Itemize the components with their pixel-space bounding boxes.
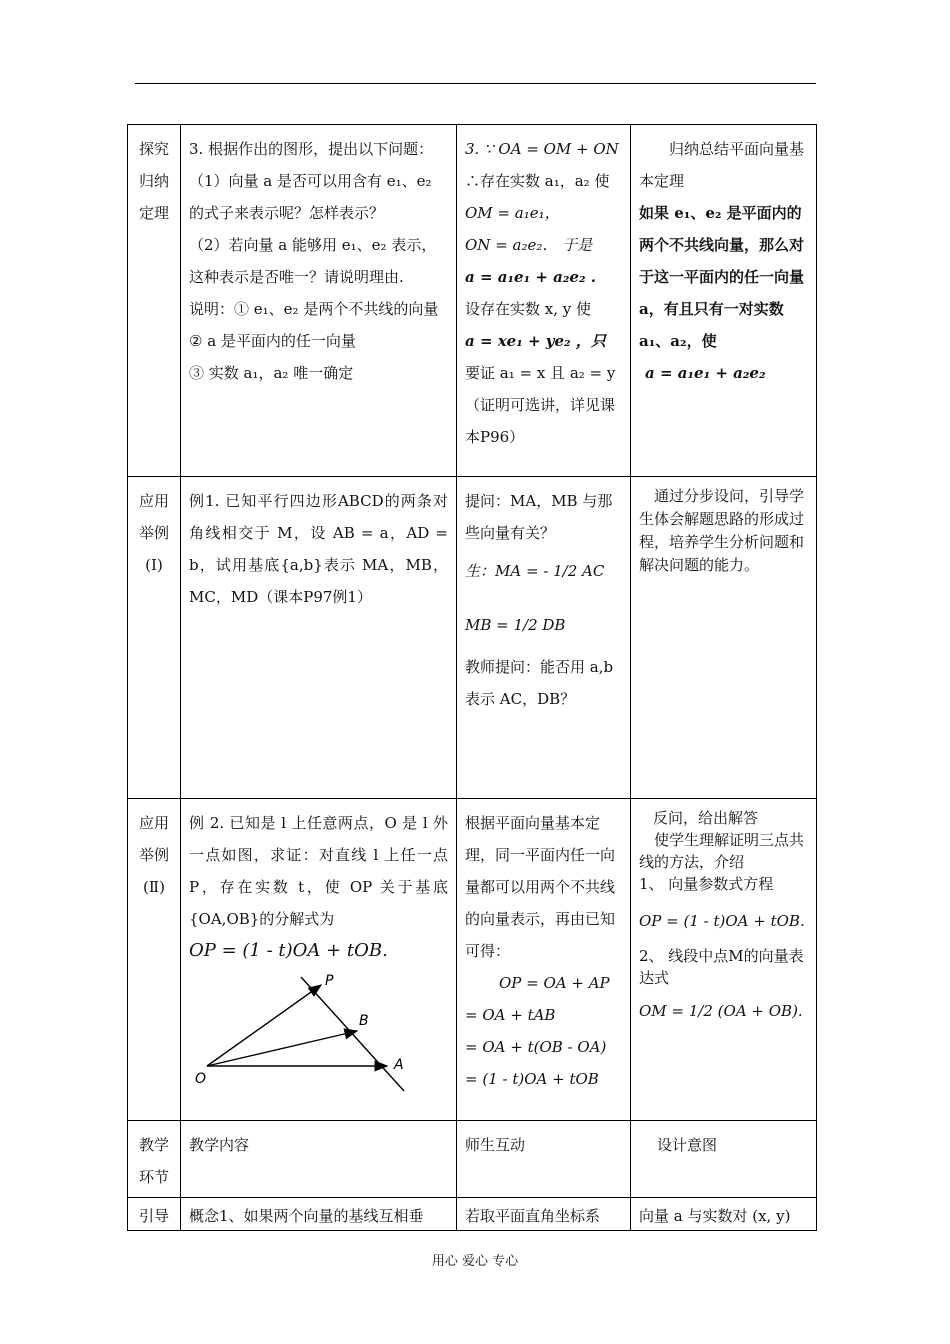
- interaction-line: 要证 a₁ = x 且 a₂ = y: [465, 364, 616, 382]
- intent-formula: a = a₁e₁ + a₂e₂: [645, 364, 766, 382]
- stage-label: 应用举例(Ⅰ): [138, 492, 169, 574]
- intent-cell: [631, 1198, 817, 1231]
- interaction-line: 生：MA = - 1/2 AC: [465, 562, 605, 580]
- label-a: A: [394, 1057, 404, 1073]
- interaction-line: OM = a₁e₁，: [465, 204, 560, 222]
- stage-cell: [128, 1198, 181, 1231]
- lesson-table: [127, 124, 817, 1231]
- stage-cell: [128, 125, 181, 477]
- stage-cell: [128, 799, 181, 1121]
- interaction-line: MB = 1/2 DB: [465, 616, 566, 634]
- header-rule: [135, 83, 816, 84]
- intent-cell: [631, 477, 817, 799]
- intent-text: 向量 a 与实数对 (x, y): [639, 1207, 791, 1225]
- interaction-cell: [457, 1121, 631, 1198]
- intent-line: 2、 线段中点M的向量表达式: [639, 947, 804, 987]
- intent-line: 使学生理解证明三点共线的方法，介绍: [639, 831, 805, 871]
- table-row: [128, 125, 817, 477]
- interaction-cell: [457, 799, 631, 1121]
- content-cell: [181, 1121, 457, 1198]
- page-footer: 用心 爱心 专心: [431, 1254, 519, 1269]
- interaction-line: 教师提问：能否用 a,b 表示 AC，DB？: [465, 658, 614, 708]
- line-l: [301, 977, 404, 1091]
- content-line: 3. 根据作出的图形，提出以下问题：: [189, 140, 434, 158]
- label-b: B: [359, 1013, 369, 1029]
- intent-cell: [631, 1121, 817, 1198]
- intent-cell: [631, 799, 817, 1121]
- content-line: 说明：① e₁、e₂ 是两个不共线的向量: [189, 300, 439, 318]
- interaction-line: 提问：MA，MB 与那些向量有关？: [465, 492, 613, 542]
- intent-cell: [631, 125, 817, 477]
- interaction-line: a = a₁e₁ + a₂e₂ .: [465, 268, 596, 286]
- content-cell: [181, 799, 457, 1121]
- vector-ob: [207, 1031, 357, 1066]
- header-content: 教学内容: [189, 1136, 250, 1154]
- content-formula: OP = (1 - t)OA + tOB.: [189, 940, 388, 961]
- content-cell: [181, 1198, 457, 1231]
- intent-line: OP = (1 - t)OA + tOB.: [639, 912, 805, 930]
- content-text: 概念1、如果两个向量的基线互相垂: [189, 1207, 424, 1225]
- interaction-text: 若取平面直角坐标系: [465, 1207, 601, 1225]
- content-text: 例1. 已知平行四边形ABCD的两条对角线相交于 M，设 AB = a，AD = b，试用基底{a,b}表示 MA，MB，MC，MD（课本P97例1）: [189, 492, 448, 606]
- stage-label: 教学环节: [138, 1136, 169, 1186]
- collinear-points-figure: [189, 973, 429, 1103]
- interaction-cell: [457, 1198, 631, 1231]
- interaction-cell: [457, 125, 631, 477]
- intent-title: 归纳总结平面向量基本定理: [639, 140, 805, 190]
- table-row: [128, 799, 817, 1121]
- table-row: [128, 477, 817, 799]
- stage-cell: [128, 1121, 181, 1198]
- intent-line: 1、 向量参数式方程: [639, 875, 774, 893]
- intent-line: 反问，给出解答: [653, 809, 759, 827]
- content-text: 例 2. 已知是 l 上任意两点，O 是 l 外一点如图，求证：对直线 l 上任一点 P，存在实数 t，使 OP 关于基底{OA,OB}的分解式为: [189, 814, 448, 928]
- label-o: O: [195, 1071, 207, 1087]
- intent-text: 通过分步设问，引导学生体会解题思路的形成过程，培养学生分析问题和解决问题的能力。: [639, 487, 805, 574]
- table-row: [128, 1198, 817, 1231]
- stage-label: 探究归纳定理: [138, 140, 169, 222]
- content-line: （2）若向量 a 能够用 e₁、e₂ 表示，这种表示是否唯一？请说明理由.: [189, 236, 437, 286]
- intent-body: 如果 e₁、e₂ 是平面内的两个不共线向量，那么对于这一平面内的任一向量 a，有且只有一对实数 a₁、a₂，使: [639, 204, 805, 350]
- interaction-step: = OA + t(OB - OA): [465, 1038, 607, 1056]
- interaction-cell: [457, 477, 631, 799]
- interaction-step: = (1 - t)OA + tOB: [465, 1070, 599, 1088]
- interaction-intro: 根据平面向量基本定理，同一平面内任一向量都可以用两个不共线的向量表示，再由已知可得：: [465, 814, 616, 960]
- content-cell: [181, 477, 457, 799]
- interaction-line: ON = a₂e₂． 于是: [465, 236, 593, 254]
- header-interaction: 师生互动: [465, 1136, 526, 1154]
- content-line: ② a 是平面内的任一向量: [189, 332, 356, 350]
- stage-cell: [128, 477, 181, 799]
- stage-label: 引导: [138, 1207, 169, 1225]
- stage-label: 应用举例(Ⅱ): [138, 814, 169, 896]
- content-line: ③ 实数 a₁，a₂ 唯一确定: [189, 364, 354, 382]
- interaction-line: 3. ∵ OA = OM + ON: [465, 140, 619, 158]
- interaction-line: 设存在实数 x, y 使: [465, 300, 592, 318]
- interaction-step: OP = OA + AP: [499, 974, 610, 992]
- content-cell: [181, 125, 457, 477]
- table-row: [128, 1121, 817, 1198]
- vector-op: [207, 985, 321, 1066]
- intent-line: OM = 1/2 (OA + OB).: [639, 1002, 803, 1020]
- interaction-line: a = xe₁ + ye₂ ，只: [465, 332, 606, 350]
- label-p: P: [325, 973, 334, 989]
- interaction-line: ∴存在实数 a₁，a₂ 使: [465, 172, 610, 190]
- interaction-line: （证明可选讲，详见课本P96）: [465, 396, 616, 446]
- interaction-step: = OA + tAB: [465, 1006, 556, 1024]
- content-line: （1）向量 a 是否可以用含有 e₁、e₂ 的式子来表示呢？怎样表示？: [189, 172, 432, 222]
- header-intent: 设计意图: [657, 1136, 718, 1154]
